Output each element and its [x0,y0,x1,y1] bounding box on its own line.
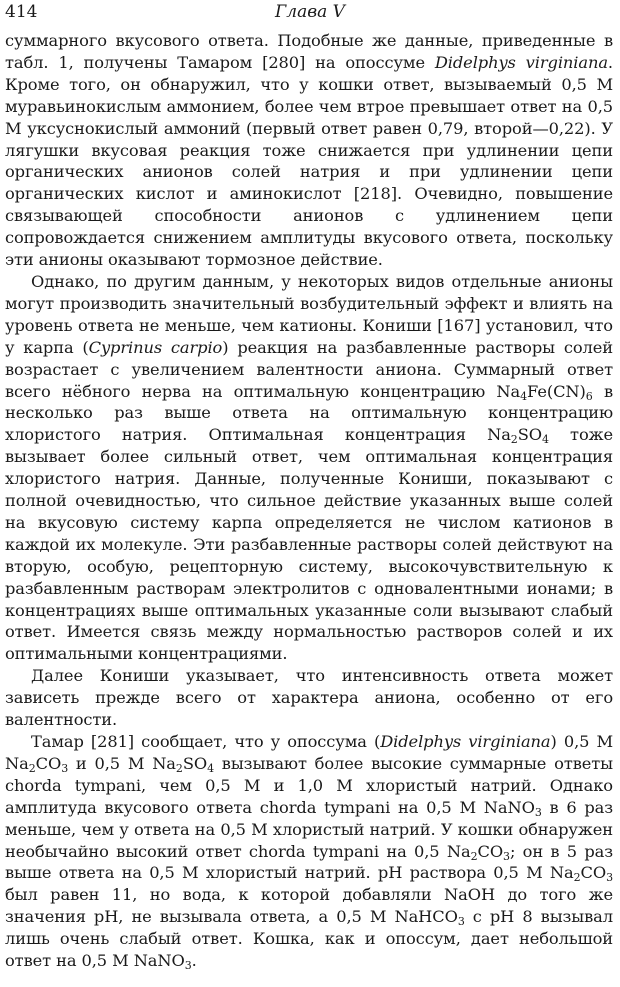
paragraph [5,731,613,972]
subscript: 3 [457,915,465,929]
subscript: 2 [573,871,581,885]
paragraph [5,271,613,665]
text-run: Далее Кониши указывает, что интенсивность ответа может зависеть прежде всего от характера аниона, особенно от его валентности. [5,666,613,730]
subscript: 3 [61,761,69,775]
subscript: 2 [510,433,518,447]
text-run: SO [517,425,542,445]
text-run: CO [35,753,62,773]
text-run: ) 0,5 М Na [5,732,614,773]
text-run: был равен 11, но вода, к которой добавляли NaOH до того же значения pH, не вызывала ответа, а 0,5 М NaHCO [5,885,613,927]
italic-run: Didelphys virginiana [380,732,551,751]
subscript: 4 [520,389,528,403]
text-run: тоже вызывает более сильный ответ, чем оптимальная концентрация хлористого натрия. Данные, полученные Кониши, показывают с полной очевидностью, что сильное действие указанных выше солей на вкусовую систему карпа определяется не числом катионов в каждой их молекуле. Эти разбавленные растворы солей действуют на вторую, особую, рецепторную систему, высокочувствительную к разбавленным растворам электролитов с одновалентными ионами; в концентрациях выше оптимальных указанные соли вызывают слабый ответ. Имеется связь между нормальностью растворов солей и их оптимальными концентрациями. [5,425,613,664]
subscript: 3 [184,959,192,973]
text-run: и 0,5 М Na [68,753,176,773]
body-text [5,30,613,972]
subscript: 3 [606,871,613,885]
subscript: 2 [28,761,36,775]
running-title: Глава V [275,2,345,22]
subscript: 6 [585,389,593,403]
text-run: в 6 раз меньше, чем у ответа на 0,5 М хлористый натрий. У кошки обнаружен необычайно высокий ответ chorda tympani на 0,5 Na [5,797,613,861]
paragraph [5,30,613,271]
text-run: . [191,951,197,971]
page-header [5,2,615,28]
text-run: с pH 8 вызывал лишь очень слабый ответ. Кошка, как и опоссум, дает небольшой ответ на 0,5 М NaNO [5,907,613,971]
italic-run: Cyprinus carpio [88,337,223,357]
text-run: ; он в 5 раз выше ответа на 0,5 М хлористый натрий. pH раствора 0,5 М Na [5,841,613,883]
text-run: CO [580,863,607,883]
text-run: в несколько раз выше ответа на оптимальную концентрацию хлористого натрия. Оптимальная концентрация Na [5,381,613,445]
subscript: 3 [534,805,542,819]
text-run: . Кроме того, он обнаружил, что у кошки ответ, вызываемый 0,5 М муравьинокислым аммонием, более чем втрое превышает ответ на 0,5 М уксуснокислый аммоний (первый ответ равен 0,79, второй—0,22). У лягушки вкусовая реакция тоже снижается при удлинении цепи органических анионов солей натрия и при удлинении цепи органических кислот и аминокислот [218]. Очевидно, повышение связывающей способности анионов с удлинением цепи сопровождается снижением амплитуды вкусового ответа, поскольку эти анионы оказывают тормозное действие. [5,52,613,270]
subscript: 2 [175,761,183,775]
page-number: 414 [5,2,38,22]
text-run: Fe(CN) [527,381,586,401]
text-run: ) реакция на разбавленные растворы солей возрастает с увеличением валентности аниона. Суммарный ответ всего нёбного нерва на оптимальную концентрацию Na [5,337,613,401]
text-run: Тамар [281] сообщает, что у опоссума ( [31,732,381,751]
subscript: 4 [541,433,549,447]
paragraph [5,665,613,731]
text-run: вызывают более высокие суммарные ответы chorda tympani, чем 0,5 М и 1,0 М хлористый натрий. Однако амплитуда вкусового ответа chorda tympani на 0,5 М NaNO [5,753,614,817]
text-run: SO [182,753,208,773]
subscript: 3 [503,849,510,863]
text-run: суммарного вкусового ответа. Подобные же данные, приведенные в табл. 1, получены Тамаром [280] на опоссуме [5,31,613,72]
subscript: 2 [470,849,478,863]
subscript: 4 [207,761,214,775]
text-run: Однако, по другим данным, у некоторых видов отдельные анионы могут производить значительный возбудительный эффект и влиять на уровень ответа не меньше, чем катионы. Кониши [167] установил, что у карпа ( [5,271,613,357]
italic-run: Didelphys virginiana [434,52,608,72]
text-run: CO [477,841,504,861]
